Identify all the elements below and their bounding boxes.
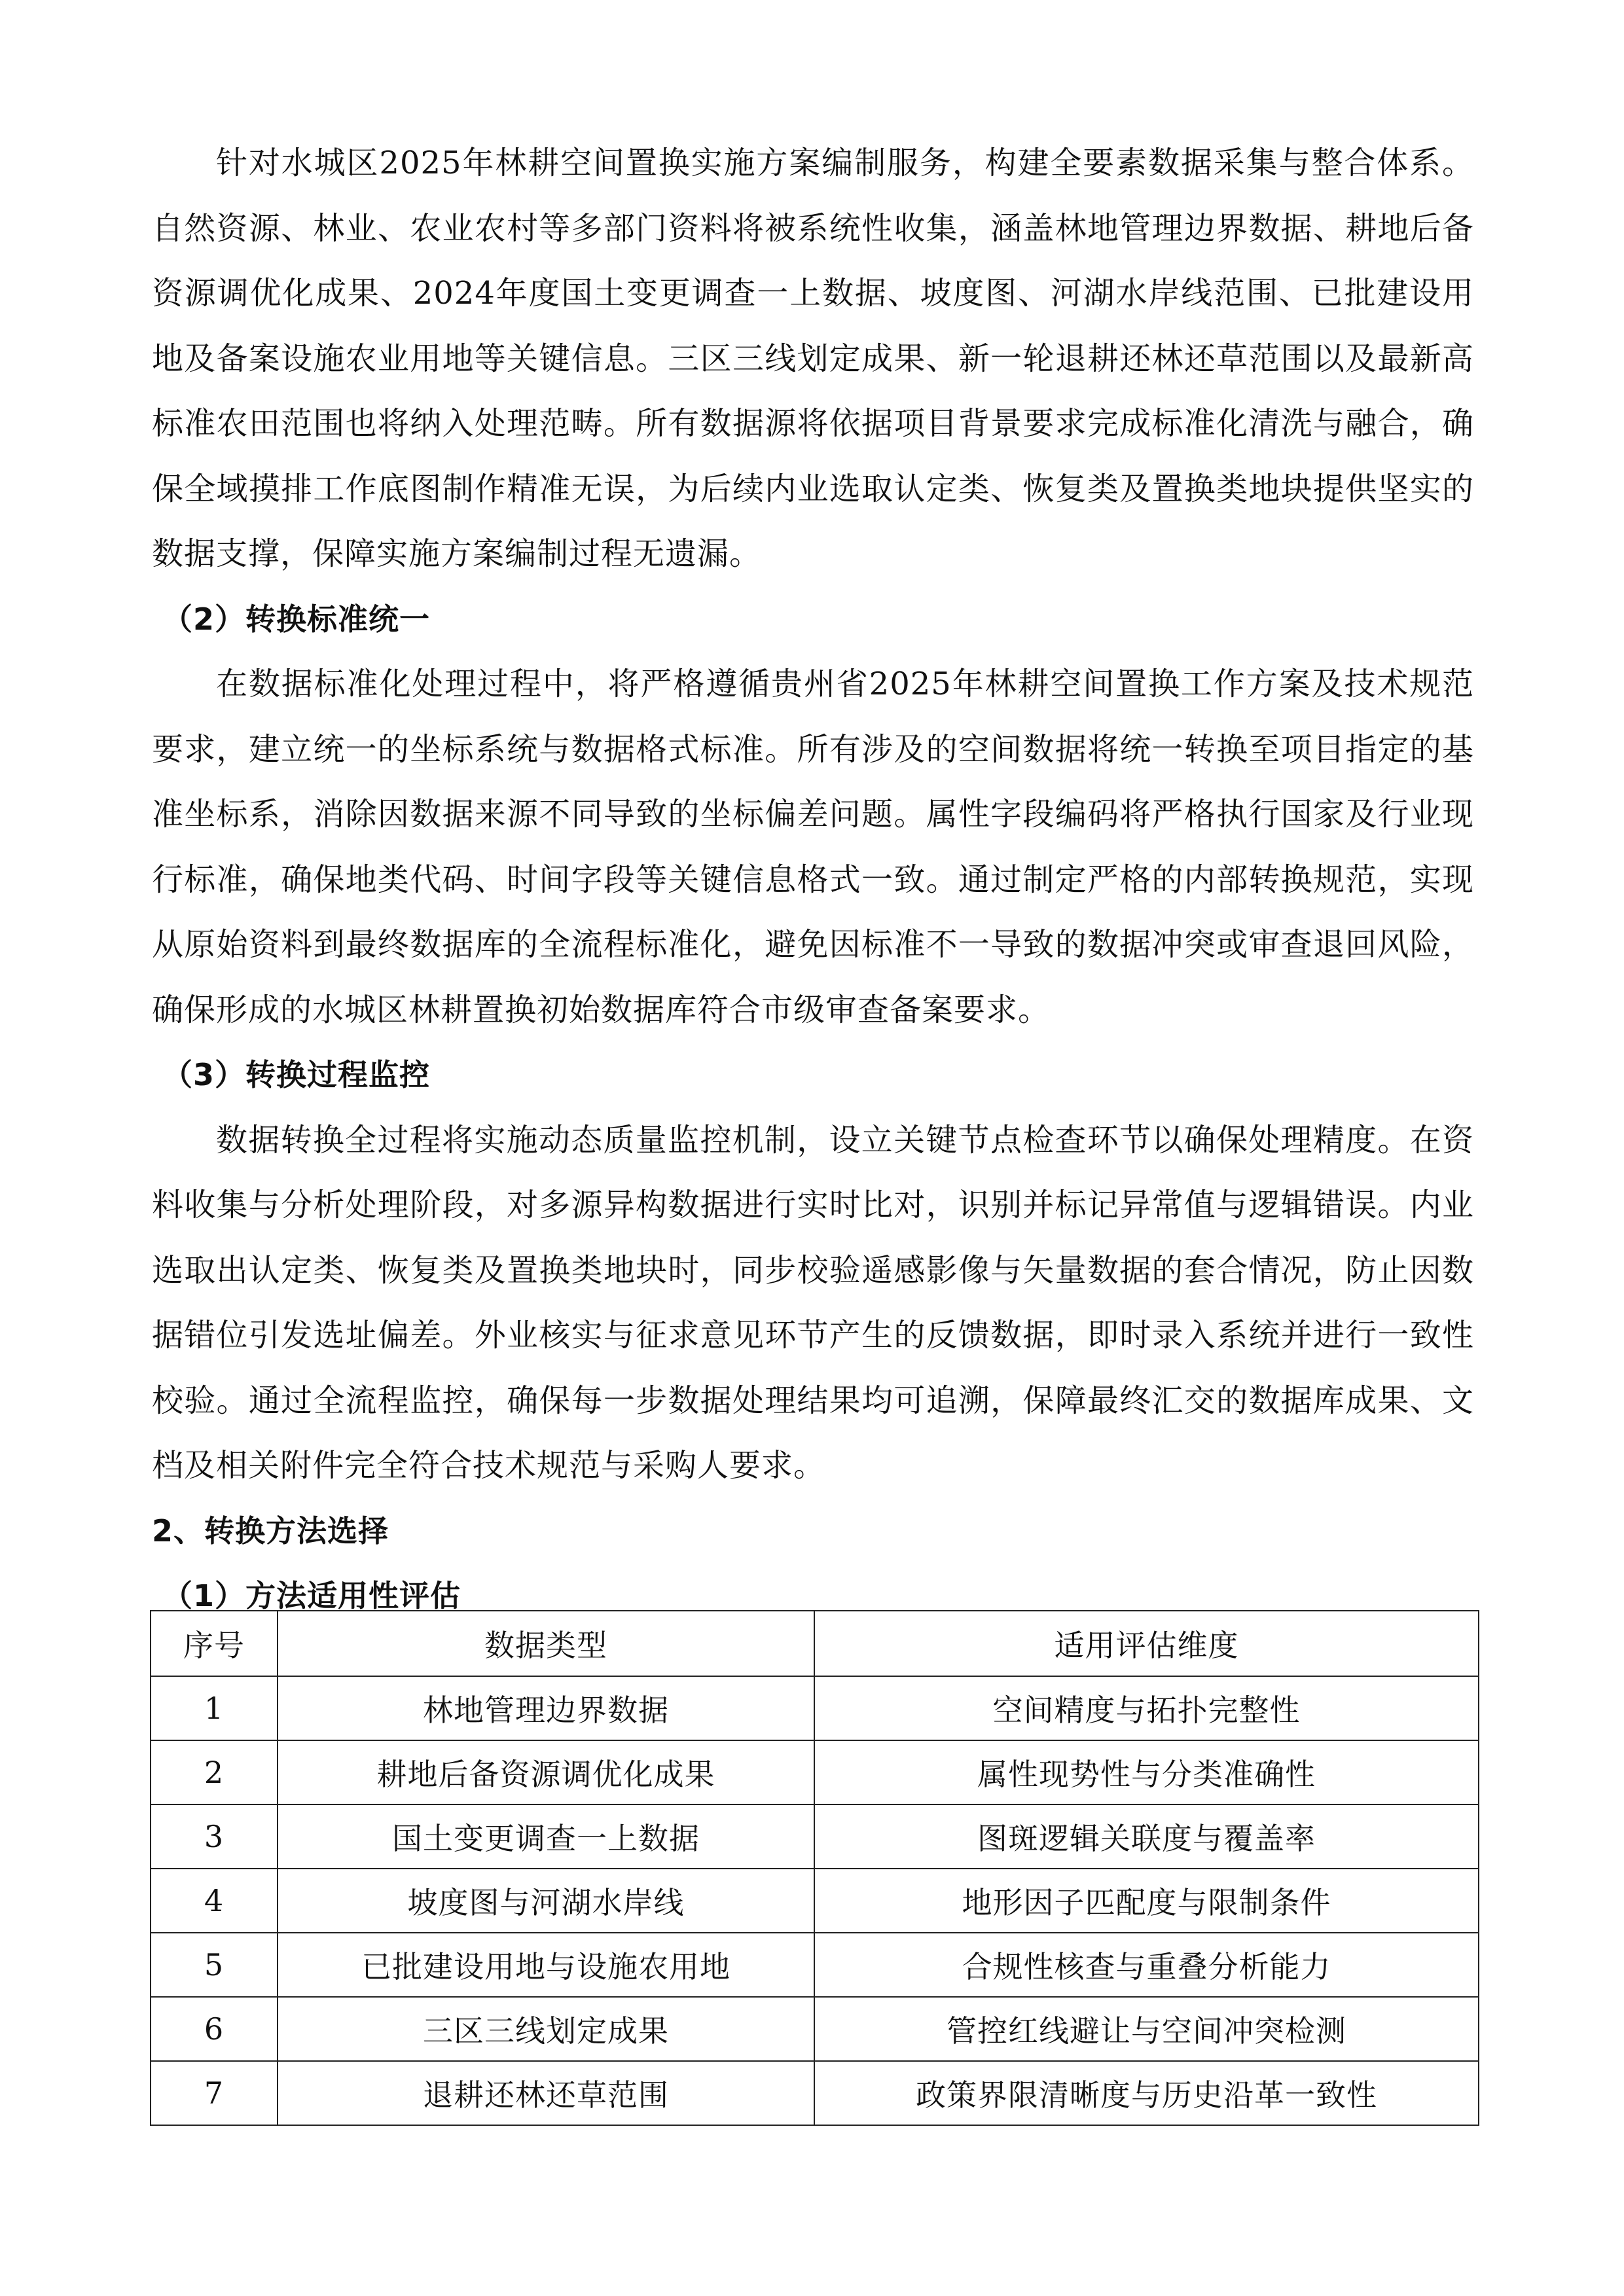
header-evaluation-dimension: 适用评估维度	[814, 1611, 1479, 1676]
table-row	[151, 1997, 1479, 2061]
cell-index: 3	[151, 1804, 278, 1869]
table-row	[151, 1676, 1479, 1740]
heading-method-evaluation: （1）方法适用性评估	[162, 1578, 461, 1613]
cell-data-type: 坡度图与河湖水岸线	[278, 1869, 814, 1933]
cell-evaluation-dimension: 地形因子匹配度与限制条件	[814, 1869, 1479, 1933]
cell-data-type: 已批建设用地与设施农用地	[278, 1933, 814, 1997]
cell-data-type: 退耕还林还草范围	[278, 2061, 814, 2125]
cell-evaluation-dimension: 政策界限清晰度与历史沿革一致性	[814, 2061, 1479, 2125]
cell-data-type: 国土变更调查一上数据	[278, 1804, 814, 1869]
cell-index: 1	[151, 1676, 278, 1740]
table-row	[151, 1804, 1479, 1869]
cell-index: 2	[151, 1740, 278, 1804]
cell-evaluation-dimension: 合规性核查与重叠分析能力	[814, 1933, 1479, 1997]
cell-data-type: 三区三线划定成果	[278, 1997, 814, 2061]
cell-evaluation-dimension: 图斑逻辑关联度与覆盖率	[814, 1804, 1479, 1869]
heading-method-selection: 2、转换方法选择	[152, 1513, 389, 1549]
cell-evaluation-dimension: 空间精度与拓扑完整性	[814, 1676, 1479, 1740]
table-row	[151, 1740, 1479, 1804]
cell-data-type: 耕地后备资源调优化成果	[278, 1740, 814, 1804]
header-data-type: 数据类型	[278, 1611, 814, 1676]
paragraph-process-monitoring: 数据转换全过程将实施动态质量监控机制，设立关键节点检查环节以确保处理精度。在资料收集与分析处理阶段，对多源异构数据进行实时比对，识别并标记异常值与逻辑错误。内业选取出认定类、恢复类及置换类地块时，同步校验遥感影像与矢量数据的套合情况，防止因数据错位引发选址偏差。外业核实与征求意见环节产生的反馈数据，即时录入系统并进行一致性校验。通过全流程监控，确保每一步数据处理结果均可追溯，保障最终汇交的数据库成果、文档及相关附件完全符合技术规范与采购人要求。	[152, 1121, 1474, 1484]
cell-index: 6	[151, 1997, 278, 2061]
document-body	[152, 131, 1474, 1629]
cell-index: 5	[151, 1933, 278, 1997]
paragraph-conversion-standard: 在数据标准化处理过程中，将严格遵循贵州省2025年林耕空间置换工作方案及技术规范要求，建立统一的坐标系统与数据格式标准。所有涉及的空间数据将统一转换至项目指定的基准坐标系，消除因数据来源不同导致的坐标偏差问题。属性字段编码将严格执行国家及行业现行标准，确保地类代码、时间字段等关键信息格式一致。通过制定严格的内部转换规范，实现从原始资料到最终数据库的全流程标准化，避免因标准不一导致的数据冲突或审查退回风险，确保形成的水城区林耕置换初始数据库符合市级审查备案要求。	[152, 666, 1474, 1028]
cell-index: 7	[151, 2061, 278, 2125]
cell-evaluation-dimension: 管控红线避让与空间冲突检测	[814, 1997, 1479, 2061]
heading-process-monitoring: （3）转换过程监控	[162, 1057, 431, 1092]
cell-index: 4	[151, 1869, 278, 1933]
cell-data-type: 林地管理边界数据	[278, 1676, 814, 1740]
paragraph-data-collection: 针对水城区2025年林耕空间置换实施方案编制服务，构建全要素数据采集与整合体系。自然资源、林业、农业农村等多部门资料将被系统性收集，涵盖林地管理边界数据、耕地后备资源调优化成果、2024年度国土变更调查一上数据、坡度图、河湖水岸线范围、已批建设用地及备案设施农业用地等关键信息。三区三线划定成果、新一轮退耕还林还草范围以及最新高标准农田范围也将纳入处理范畴。所有数据源将依据项目背景要求完成标准化清洗与融合，确保全域摸排工作底图制作精准无误，为后续内业选取认定类、恢复类及置换类地块提供坚实的数据支撑，保障实施方案编制过程无遗漏。	[152, 145, 1474, 572]
method-evaluation-table	[150, 1610, 1479, 2126]
table-row	[151, 2061, 1479, 2125]
table-row	[151, 1933, 1479, 1997]
header-index: 序号	[151, 1611, 278, 1676]
table-header-row	[151, 1611, 1479, 1676]
cell-evaluation-dimension: 属性现势性与分类准确性	[814, 1740, 1479, 1804]
table-row	[151, 1869, 1479, 1933]
heading-conversion-standard: （2）转换标准统一	[162, 601, 431, 637]
